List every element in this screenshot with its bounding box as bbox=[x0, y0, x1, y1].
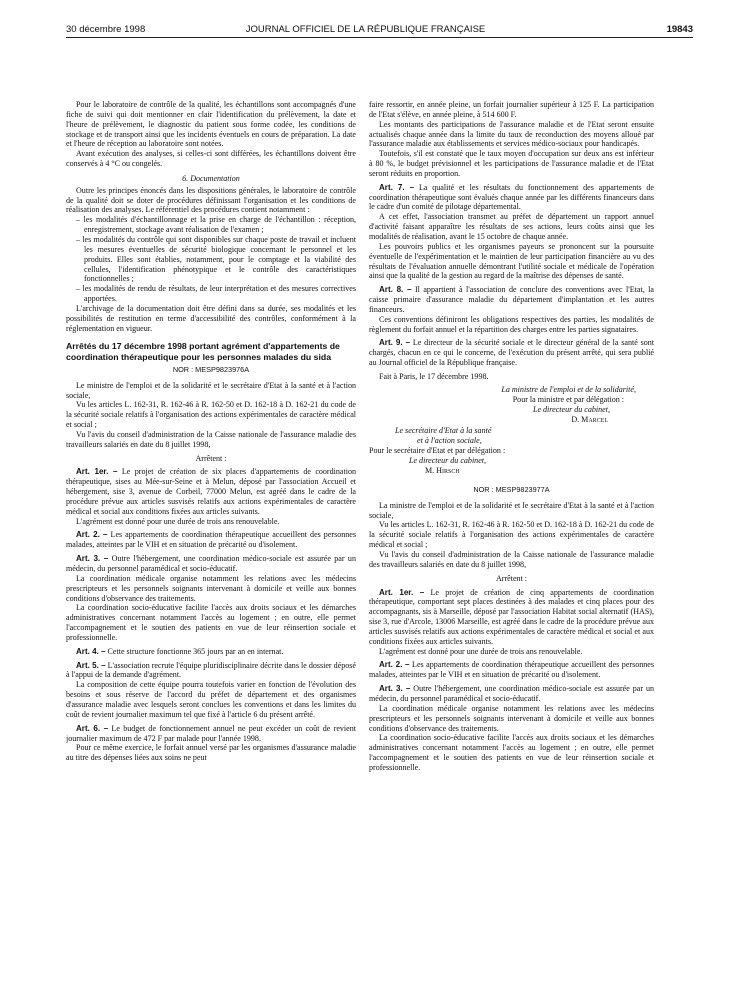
article-text: Outre l'hébergement, une coordination médico-sociale est assurée par un médecin, du personnel paramédical et socio-éducatif. bbox=[66, 554, 356, 573]
header-journal-title: JOURNAL OFFICIEL DE LA RÉPUBLIQUE FRANÇAISE bbox=[245, 24, 486, 35]
paragraph: L'archivage de la documentation doit être défini dans sa durée, ses modalités et les possibilités de restitution en terme d'accessibilité des contrôles, conformément à la réglementation en vigueur. bbox=[66, 303, 356, 333]
article-label: Art. 2. – bbox=[379, 660, 410, 670]
left-column bbox=[66, 100, 356, 980]
article-text: Il appartient à l'association de conclure des conventions avec l'Etat, la caisse primaire d'assurance maladie du département d'implantation et les autres financeurs. bbox=[369, 285, 654, 314]
article-label: Art. 2. – bbox=[76, 530, 108, 540]
delegation-line: Pour la ministre et par délégation : bbox=[512, 394, 624, 404]
signatory-title: Le directeur du cabinet, bbox=[409, 456, 487, 466]
arretent-label: Arrêtent : bbox=[195, 453, 227, 463]
header-rule bbox=[66, 37, 693, 38]
article-text: Le projet de création de six places d'appartements de coordination thérapeutique, sises au Mée-sur-Seine et à Melun, déposé par l'association Accueil et hébergement, sise 3, avenue de Corbeil, 77000 Melun, est agréé dans le cadre de la procédure prévue aux articles susvisés relatifs aux actions expérimentales de caractère médical et social aux conditions fixées aux articles suivants. bbox=[66, 467, 356, 516]
article-text: Les appartements de coordination thérapeutique accueillent des personnes malades, atteintes par le VIH et en situation de précarité ou d'isolement. bbox=[369, 660, 654, 680]
header-page-number: 19843 bbox=[666, 24, 693, 35]
article-label: Art. 3. – bbox=[76, 554, 109, 564]
paragraph: La coordination médicale organise notamment les relations avec les médecins prescripteurs et les personnels soignants intervenant à domicile et veille aux bonnes conditions d'observance des traitements. bbox=[369, 703, 654, 733]
paragraph: Ces conventions définiront les obligations respectives des parties, les modalités de règlement du forfait annuel et la répartition des charges entre les parties signataires. bbox=[369, 314, 654, 334]
procedure-list bbox=[66, 215, 356, 304]
paragraph: La coordination médicale organise notamment les relations avec les médecins prescripteurs et les personnels soignants intervenant à domicile et veille aux bonnes conditions d'observance des traitements. bbox=[66, 573, 356, 603]
delegation-line: Pour le secrétaire d'Etat et par délégation : bbox=[369, 446, 506, 456]
arretent-label: Arrêtent : bbox=[495, 573, 528, 583]
paragraph: L'agrément est donné pour une durée de trois ans renouvelable. bbox=[76, 516, 280, 526]
article-2 bbox=[66, 530, 356, 550]
signatory-title: et à l'action sociale, bbox=[417, 436, 482, 446]
article-label: Art. 6. – bbox=[76, 723, 109, 733]
article-2 bbox=[369, 660, 654, 680]
article-label: Art. 1er. – bbox=[379, 587, 425, 597]
paragraph: La coordination socio-éducative facilite l'accès aux droits sociaux et les démarches administratives concernant notamment l'accès au logement ; en outre, elle permet l'accompagnement et le soutien des patients en vue de leur réinsertion sociale et professionnelle. bbox=[369, 733, 654, 772]
article-text: Le projet de création de cinq appartements de coordination thérapeutique, comportant sept places destinées à des malades et cinq places pour des accompagnants, sis à Marseille, déposé par l'association Habitat social alternatif (HAS), sise 3, rue d'Arcole, 13006 Marseille, est agréé dans le cadre de la procédure prévue aux articles susvisés relatifs aux actions expérimentales de caractère médical et social et aux conditions fixées aux articles suivants. bbox=[369, 587, 654, 646]
article-label: Art. 9. – bbox=[379, 338, 411, 348]
paragraph: faire ressortir, en année pleine, un forfait journalier supérieur à 125 F. La participation de l'Etat s'élève, en année pleine, à 514 600 F. bbox=[369, 100, 654, 119]
list-item: – les modalités de rendu de résultats, de leur interprétation et des mesures correctives apportées. bbox=[76, 284, 356, 304]
paragraph: La ministre de l'emploi et de la solidarité et le secrétaire d'Etat à la santé et à l'action sociale, bbox=[369, 500, 654, 520]
article-text: Le directeur de la sécurité sociale et le directeur général de la santé sont chargés, chacun en ce qui le concerne, de l'exécution du présent arrêté, qui sera publié au Journal officiel de la République française. bbox=[369, 338, 654, 368]
article-9 bbox=[369, 338, 654, 368]
paragraph: Pour le laboratoire de contrôle de la qualité, les échantillons sont accompagnés d'une fiche de suivi qui doit mentionner en clair l'identification du prélèvement, la date et l'heure de prélèvement, le diagnostic du patient sous forme codée, les conditions de stockage et de transport ainsi que les incidents éventuels en cours de préparation. La date et l'heure de réception au laboratoire sont notées. bbox=[66, 100, 356, 149]
list-item: – les modalités du contrôle qui sont disponibles sur chaque poste de travail et incluent les mesures éventuelles de sécurité biologique concernant le personnel et les produits. Elles sont établies, notamment, pour le comptage et la viabilité des cellules, l'identification phénotypique et le contrôle des caractéristiques fonctionnelles ; bbox=[76, 234, 356, 284]
paragraph: Vu l'avis du conseil d'administration de la Caisse nationale de l'assurance maladie des travailleurs salariés en date du 8 juillet 1998, bbox=[66, 429, 356, 449]
paragraph: A cet effet, l'association transmet au préfet de département un rapport annuel d'activité faisant apparaître les résultats de ses actions, leurs coûts ainsi que les modalités de réalisation, avant le 15 octobre de chaque année. bbox=[369, 212, 654, 241]
article-7 bbox=[369, 183, 654, 213]
paragraph: Toutefois, s'il est constaté que le taux moyen d'occupation sur deux ans est inférieur à 80 %, le budget prévisionnel et les participations de l'assurance maladie et de l'Etat seront réduits en proportion. bbox=[369, 149, 654, 178]
article-3 bbox=[66, 554, 356, 574]
article-3 bbox=[369, 684, 654, 704]
right-column bbox=[369, 100, 654, 980]
article-label: Art. 3. – bbox=[379, 684, 411, 694]
article-label: Art. 5. – bbox=[76, 660, 106, 670]
section-title: 6. Documentation bbox=[182, 173, 240, 183]
paragraph: Outre les principes énoncés dans les dispositions générales, le laboratoire de contrôle de la qualité doit se doter de procédures définissant l'organisation et les conditions de réalisation des analyses. Le référentiel des procédures contient notamment : bbox=[66, 185, 356, 215]
article-5 bbox=[66, 661, 356, 681]
article-label: Art. 7. – bbox=[379, 182, 415, 192]
header-date: 30 décembre 1998 bbox=[66, 24, 146, 35]
decree-heading: Arrêtés du 17 décembre 1998 portant agrément d'appartements de coordination thérapeutique pour les personnes malades du sida bbox=[66, 341, 340, 362]
paragraph: Les montants des participations de l'assurance maladie et de l'Etat seront ensuite actualisés chaque année dans la limite du taux de reconduction des moyens alloué par l'assurance maladie aux établissements et services médico-sociaux pour handicapés. bbox=[369, 119, 654, 149]
paragraph: La coordination socio-éducative facilite l'accès aux droits sociaux et les démarches administratives concernant notamment l'accès au logement ; en outre, elle permet l'accompagnement et le soutien des patients en vue de leur réinsertion sociale et professionnelle. bbox=[66, 603, 356, 642]
signatory-title: Le directeur du cabinet, bbox=[532, 404, 610, 414]
paragraph: Vu les articles L. 162-31, R. 162-46 à R. 162-50 et D. 162-18 à D. 162-21 du code de la sécurité sociale relatifs à l'organisation des actions expérimentales de caractère médical et social ; bbox=[369, 520, 654, 550]
paragraph: La composition de cette équipe pourra toutefois varier en fonction de l'évolution des besoins et sous réserve de l'accord du préfet de département et des organismes d'assurance maladie avec lesquels seront conclues les conventions et dans les limites du coût de revient journalier maximum tel que fixé à l'article 6 du présent arrêté. bbox=[66, 680, 356, 719]
article-text: La qualité et les résultats du fonctionnement des appartements de coordination thérapeutique sont évalués chaque année par les différents financeurs dans le cadre d'un comité de pilotage départemental. bbox=[369, 182, 654, 212]
paragraph: L'agrément est donné pour une durée de trois ans renouvelable. bbox=[379, 646, 583, 656]
signature-block-2 bbox=[369, 426, 654, 476]
nor-reference: NOR : MESP9823976A bbox=[172, 364, 250, 374]
signatory-name: M. Hirsch bbox=[425, 466, 460, 476]
nor-reference: NOR : MESP9823977A bbox=[473, 484, 550, 494]
signature-block-1 bbox=[369, 385, 654, 425]
signatory-title: La ministre de l'emploi et de la solidarité, bbox=[501, 384, 636, 394]
article-text: Cette structure fonctionne 365 jours par an en internat. bbox=[107, 646, 284, 656]
paragraph: Les pouvoirs publics et les organismes payeurs se prononcent sur la poursuite éventuelle de l'expérimentation et le maintien de leur participation financière au vu des résultats de l'évaluation annuelle démontrant l'utilité sociale et médicale de l'opération ainsi que la qualité de la gestion au regard de la maîtrise des dépenses de santé. bbox=[369, 241, 654, 281]
signatory-name: D. Marcel bbox=[571, 414, 608, 424]
paragraph: Vu les articles L. 162-31, R. 162-46 à R. 162-50 et D. 162-18 à D. 162-21 du code de la sécurité sociale relatifs à l'organisation des actions expérimentales de caractère médical et social ; bbox=[66, 400, 356, 430]
article-label: Art. 8. – bbox=[379, 285, 412, 295]
signing-date: Fait à Paris, le 17 décembre 1998. bbox=[379, 371, 489, 381]
article-8 bbox=[369, 285, 654, 315]
paragraph: Vu l'avis du conseil d'administration de la Caisse nationale de l'assurance maladie des travailleurs salariés en date du 8 juillet 1998, bbox=[369, 550, 654, 569]
article-label: Art. 4. – bbox=[76, 646, 106, 656]
signatory-title: Le secrétaire d'Etat à la santé bbox=[395, 426, 492, 436]
article-1 bbox=[369, 588, 654, 647]
article-1 bbox=[66, 467, 356, 516]
article-text: Les appartements de coordination thérapeutique accueillent des personnes malades, atteintes par le VIH et en situation de précarité ou d'isolement. bbox=[66, 530, 356, 550]
paragraph: Le ministre de l'emploi et de la solidarité et le secrétaire d'Etat à la santé et à l'action sociale, bbox=[66, 380, 356, 400]
list-item: – les modalités d'échantillonnage et la prise en charge de l'échantillon : réception, enregistrement, stockage avant réalisation de l'examen ; bbox=[76, 215, 356, 235]
article-text: Le budget de fonctionnement annuel ne peut excéder un coût de revient journalier maximum de 472 F par malade pour l'année 1998. bbox=[66, 723, 356, 743]
article-label: Art. 1er. – bbox=[76, 467, 118, 477]
article-6 bbox=[66, 724, 356, 744]
article-text: L'association recrute l'équipe pluridisciplinaire décrite dans le dossier déposé à l'appui de la demande d'agrément. bbox=[66, 660, 356, 680]
article-4 bbox=[66, 647, 356, 657]
article-text: Outre l'hébergement, une coordination médico-sociale est assurée par un médecin, du personnel paramédical et socio-éducatif. bbox=[369, 684, 654, 703]
paragraph: Pour ce même exercice, le forfait annuel versé par les organismes d'assurance maladie au titre des dépenses liées aux soins ne peut bbox=[66, 743, 356, 763]
paragraph: Avant exécution des analyses, si celles-ci sont différées, les échantillons doivent être conservés à 4 °C ou congelés. bbox=[66, 149, 356, 169]
